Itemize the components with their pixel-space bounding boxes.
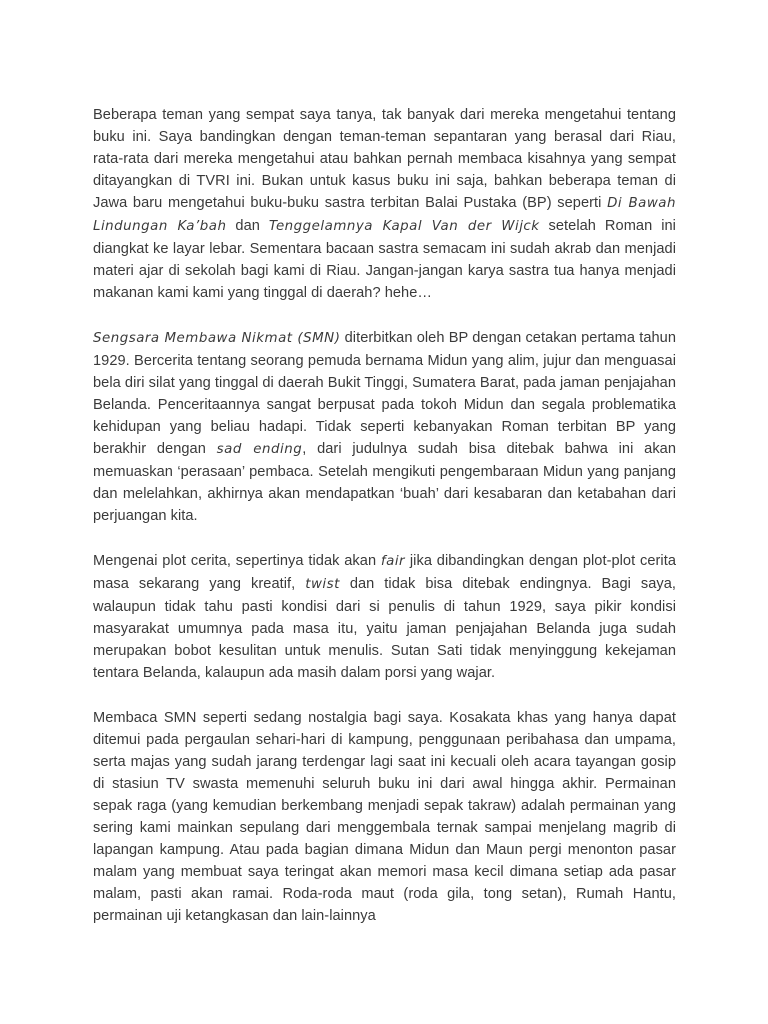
paragraph-2 [93,327,676,527]
p2-text-2: , dari judulnya sudah bisa ditebak bahwa ini akan memuaskan ‘perasaan’ pembaca. Setelah mengikuti pengembaraan Midun yang panjang dan melelahkan, akhirnya akan mendapatkan ‘buah’ dari kesabaran dan ketabahan dari perjuangan kita. [93,441,677,524]
p4-text-1: Membaca SMN seperti sedang nostalgia bagi saya. Kosakata khas yang hanya dapat ditemui pada pergaulan sehari-hari di kampung, penggunaan peribahasa dan umpama, serta majas yang sudah jarang terdengar lagi saat ini kecuali oleh acara tayangan gosip di stasiun TV swasta memenuhi seluruh buku ini dari awal hingga akhir. Permainan sepak raga (yang kemudian berkembang menjadi sepak takraw) adalah permainan yang sering kami mainkan sepulang dari menggembala ternak sampai menjelang magrib di lapangan kampung. Atau pada bagian dimana Midun dan Maun pergi menonton pasar malam yang membuat saya teringat akan memori masa kecil dimana setiap ada pasar malam, pasti akan ramai. Roda-roda maut (roda gila, tong setan), Rumah Hantu, permainan uji ketangkasan dan lain-lainnya [93,710,676,924]
p1-text-2: dan [226,218,269,234]
p3-text-1: Mengenai plot cerita, sepertinya tidak akan [93,553,381,569]
p1-book-title-di-bawah-lindungan: Di Bawah Lindungan Ka’bah [93,196,676,234]
paragraph-4 [93,707,676,927]
p2-book-title-smn: Sengsara Membawa Nikmat (SMN) [93,331,341,346]
paragraph-1 [93,104,676,304]
p3-term-fair: fair [380,554,406,569]
p2-text-1: diterbitkan oleh BP dengan cetakan pertama tahun 1929. Bercerita tentang seorang pemuda bernama Midun yang alim, jujur dan menguasai bela diri silat yang tinggal di daerah Bukit Tinggi, Sumatera Barat, pada jaman penjajahan Belanda. Penceritaannya sangat berpusat pada tokoh Midun dan segala problematika kehidupan yang beliau hadapi. Tidak seperti kebanyakan Roman terbitan BP yang berakhir dengan [93,330,676,457]
paragraph-3 [93,550,676,684]
p1-book-title-tenggelamnya: Tenggelamnya Kapal Van der Wijck [268,219,540,234]
p3-text-3: dan tidak bisa ditebak endingnya. Bagi saya, walaupun tidak tahu pasti kondisi dari si penulis di tahun 1929, saya pikir kondisi masyarakat umumnya pada masa itu, yaitu jaman penjajahan Belanda juga sudah merupakan bobot kesulitan untuk menulis. Sutan Sati tidak menyinggung kekejaman tentara Belanda, kalaupun ada masih dalam porsi yang wajar. [93,576,677,681]
document-page [93,104,676,950]
p3-text-2: jika dibandingkan dengan plot-plot cerita masa sekarang yang kreatif, [93,553,676,592]
p2-term-sad-ending: sad ending [216,442,303,457]
p1-text-1: Beberapa teman yang sempat saya tanya, tak banyak dari mereka mengetahui tentang buku ini. Saya bandingkan dengan teman-teman sepantaran yang berasal dari Riau, rata-rata dari mereka mengetahui atau bahkan pernah membaca kisahnya yang sempat ditayangkan di TVRI ini. Bukan untuk kasus buku ini saja, bahkan beberapa teman di Jawa baru mengetahui buku-buku sastra terbitan Balai Pustaka (BP) seperti [93,107,676,211]
p3-term-twist: twist [305,577,340,592]
p1-text-3: setelah Roman ini diangkat ke layar lebar. Sementara bacaan sastra semacam ini sudah akrab dan menjadi materi ajar di sekolah bagi kami di Riau. Jangan-jangan karya sastra tua hanya menjadi makanan kami kami yang tinggal di daerah? hehe… [93,218,676,301]
